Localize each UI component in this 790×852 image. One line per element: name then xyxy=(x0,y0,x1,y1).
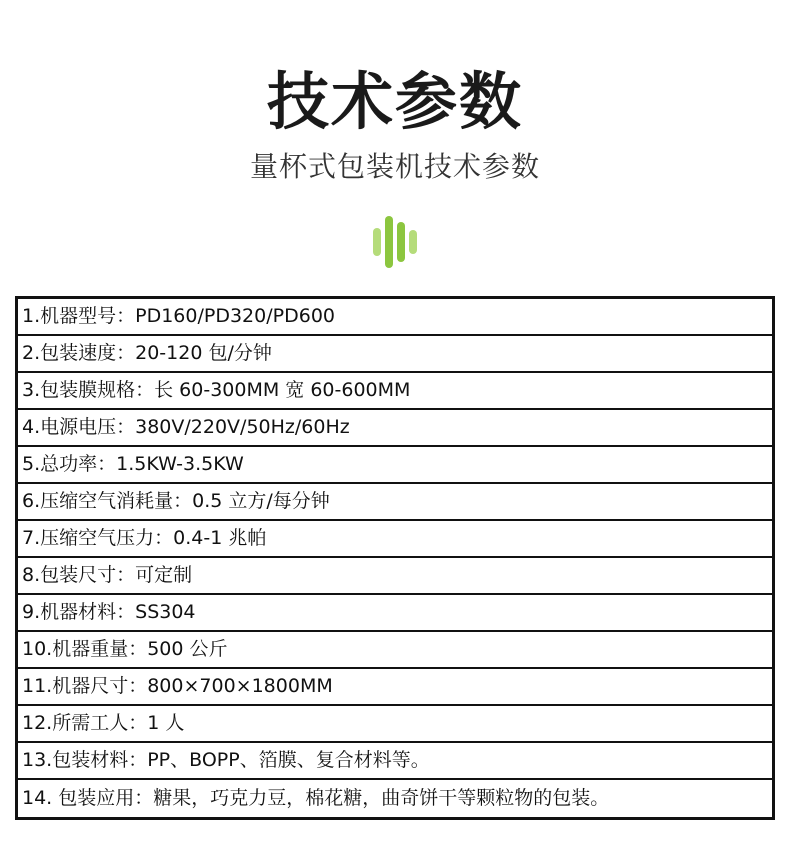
table-row xyxy=(17,409,774,446)
bar-3 xyxy=(397,222,405,262)
table-row xyxy=(17,483,774,520)
table-row xyxy=(17,298,774,335)
spec-cell: 1.机器型号：PD160/PD320/PD600 xyxy=(17,298,774,335)
spec-table xyxy=(15,296,775,820)
spec-cell: 2.包装速度：20-120 包/分钟 xyxy=(17,335,774,372)
spec-cell: 13.包装材料：PP、BOPP、箔膜、复合材料等。 xyxy=(17,742,774,779)
spec-cell: 4.电源电压：380V/220V/50Hz/60Hz xyxy=(17,409,774,446)
spec-cell: 10.机器重量：500 公斤 xyxy=(17,631,774,668)
table-row xyxy=(17,446,774,483)
bar-2 xyxy=(385,216,393,268)
table-row xyxy=(17,631,774,668)
spec-cell: 5.总功率：1.5KW-3.5KW xyxy=(17,446,774,483)
table-row xyxy=(17,668,774,705)
bar-1 xyxy=(373,228,381,256)
spec-cell: 12.所需工人：1 人 xyxy=(17,705,774,742)
table-row xyxy=(17,594,774,631)
table-row xyxy=(17,372,774,409)
table-row xyxy=(17,335,774,372)
table-row xyxy=(17,520,774,557)
table-row xyxy=(17,779,774,819)
bar-4 xyxy=(409,230,417,254)
spec-cell: 14. 包装应用：糖果，巧克力豆，棉花糖，曲奇饼干等颗粒物的包装。 xyxy=(17,779,774,819)
spec-cell: 7.压缩空气压力：0.4-1 兆帕 xyxy=(17,520,774,557)
equalizer-bars-icon xyxy=(373,216,419,268)
header xyxy=(0,0,790,290)
page-title: 技术参数 xyxy=(266,65,523,138)
spec-cell: 11.机器尺寸：800×700×1800MM xyxy=(17,668,774,705)
spec-cell: 8.包装尺寸：可定制 xyxy=(17,557,774,594)
spec-cell: 3.包装膜规格：长 60-300MM 宽 60-600MM xyxy=(17,372,774,409)
table-row xyxy=(17,705,774,742)
table-row xyxy=(17,742,774,779)
spec-cell: 9.机器材料：SS304 xyxy=(17,594,774,631)
spec-cell: 6.压缩空气消耗量：0.5 立方/每分钟 xyxy=(17,483,774,520)
page-subtitle: 量杯式包装机技术参数 xyxy=(249,150,540,183)
table-row xyxy=(17,557,774,594)
